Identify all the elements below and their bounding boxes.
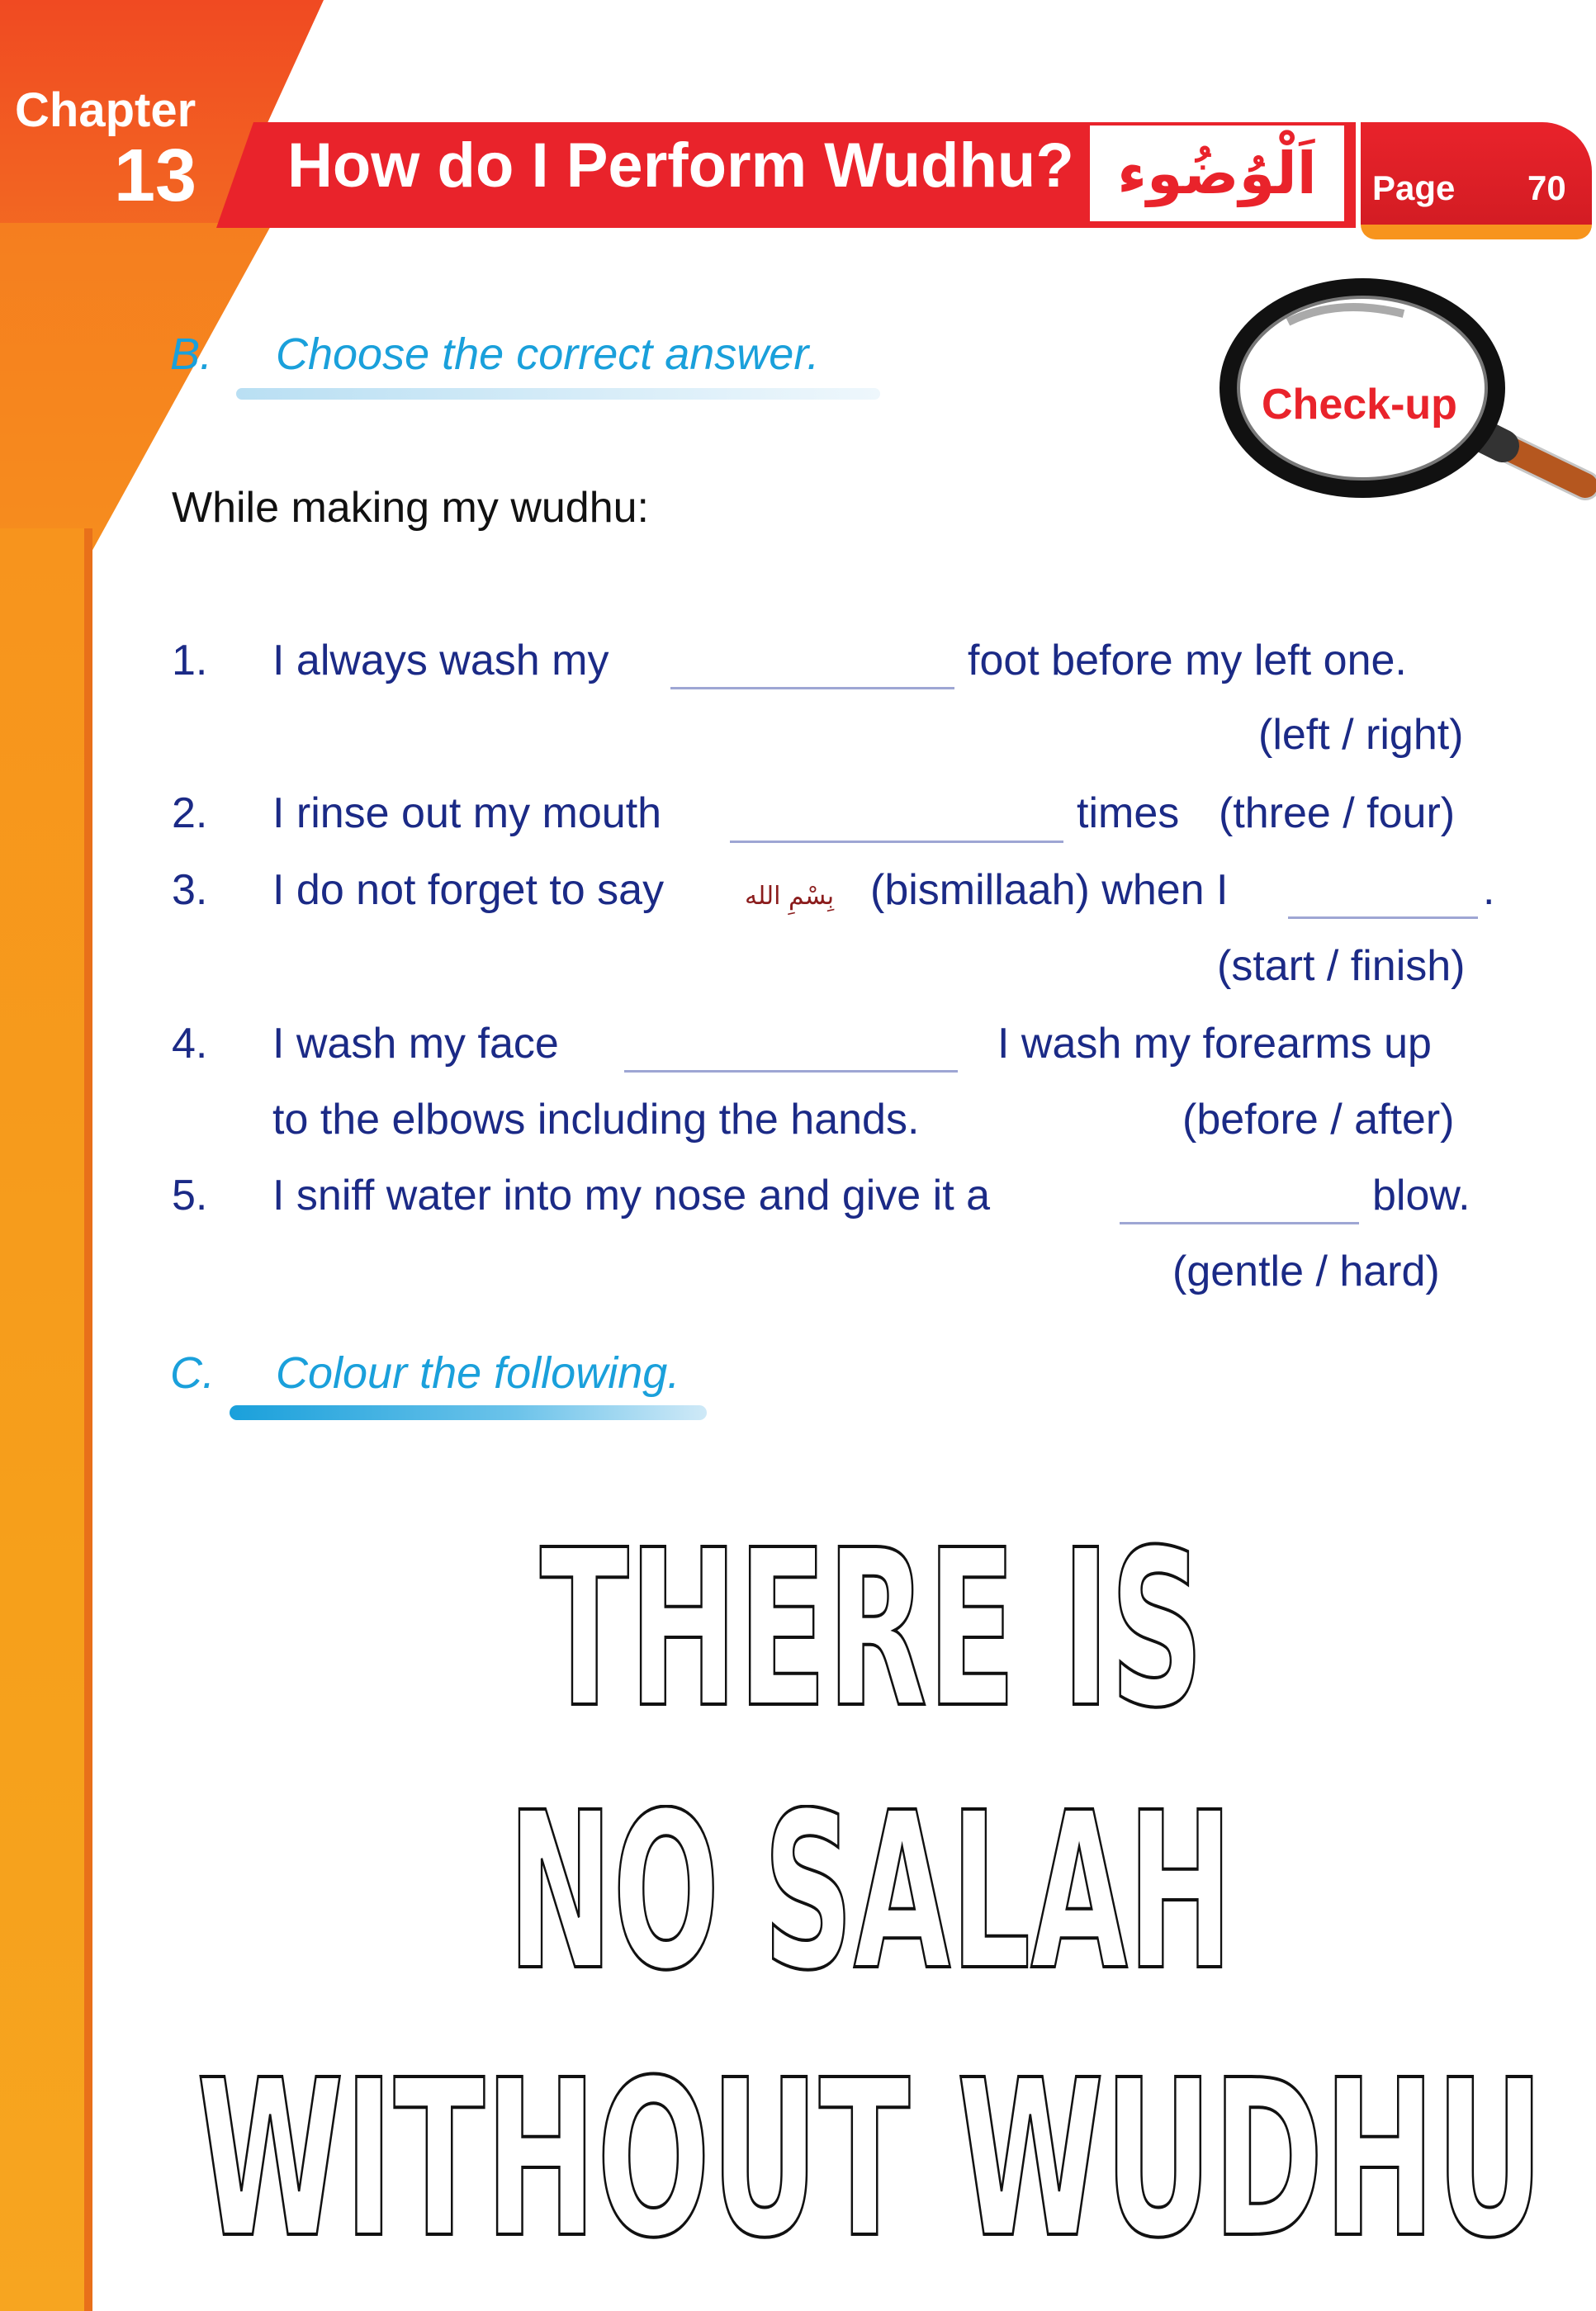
question-number: 3. [172, 866, 208, 914]
answer-blank[interactable] [670, 687, 954, 689]
section-c-heading: Colour the following. [276, 1348, 680, 1398]
question-text: I always wash my [272, 637, 609, 684]
question-text: I do not forget to say [272, 866, 665, 914]
question-number: 2. [172, 789, 208, 837]
colouring-line-3 [0, 2064, 1596, 2246]
answer-blank[interactable] [730, 841, 1063, 843]
question-text-after: foot before my left one. [968, 637, 1407, 684]
question-number: 1. [172, 637, 208, 684]
question-text: I sniff water into my nose and give it a [272, 1172, 991, 1219]
question-text: I rinse out my mouth [272, 789, 662, 837]
section-b-underline [236, 388, 880, 400]
answer-options: (left / right) [1258, 711, 1464, 759]
section-b-heading: Choose the correct answer. [276, 329, 820, 379]
page-title: How do I Perform Wudhu? [287, 130, 1074, 201]
question-text-after: times [1077, 789, 1180, 837]
arabic-title: اَلْوُضُوء [1087, 122, 1347, 225]
question-number: 4. [172, 1020, 208, 1068]
colouring-line-1 [0, 1532, 1596, 1714]
question-text-line2: to the elbows including the hands. [272, 1096, 920, 1144]
page-label: Page [1372, 168, 1456, 207]
intro-text: While making my wudhu: [172, 484, 649, 532]
svg-text:WITHOUT WUDHU: WITHOUT WUDHU [197, 2064, 1544, 2246]
answer-blank[interactable] [1120, 1222, 1359, 1224]
answer-options: (three / four) [1219, 789, 1456, 837]
answer-options: (before / after) [1182, 1096, 1455, 1144]
section-b-letter: B. [170, 329, 213, 379]
answer-options: (gentle / hard) [1172, 1248, 1440, 1295]
chapter-band-strip [0, 528, 92, 2311]
bismillah-arabic: بِسْمِ الله [745, 882, 835, 911]
colouring-line-2 [0, 1805, 1596, 1987]
section-c-underline [230, 1405, 707, 1420]
chapter-number: 13 [114, 135, 197, 217]
checkup-badge: Check-up [1262, 381, 1457, 429]
section-c-letter: C. [170, 1348, 215, 1398]
question-text-after: . [1483, 866, 1495, 914]
question-text-after: blow. [1372, 1172, 1470, 1219]
page-number: 70 [1527, 168, 1566, 207]
question-text: I wash my face [272, 1020, 559, 1068]
answer-options: (start / finish) [1217, 942, 1466, 990]
svg-text:THERE IS: THERE IS [540, 1532, 1204, 1714]
answer-blank[interactable] [1288, 916, 1478, 919]
svg-text:NO SALAH: NO SALAH [508, 1805, 1233, 1987]
chapter-label: Chapter [15, 83, 197, 137]
question-number: 5. [172, 1172, 208, 1219]
question-text-after: I wash my forearms up [997, 1020, 1432, 1068]
question-text-middle: (bismillaah) when I [870, 866, 1229, 914]
answer-blank[interactable] [624, 1070, 958, 1073]
